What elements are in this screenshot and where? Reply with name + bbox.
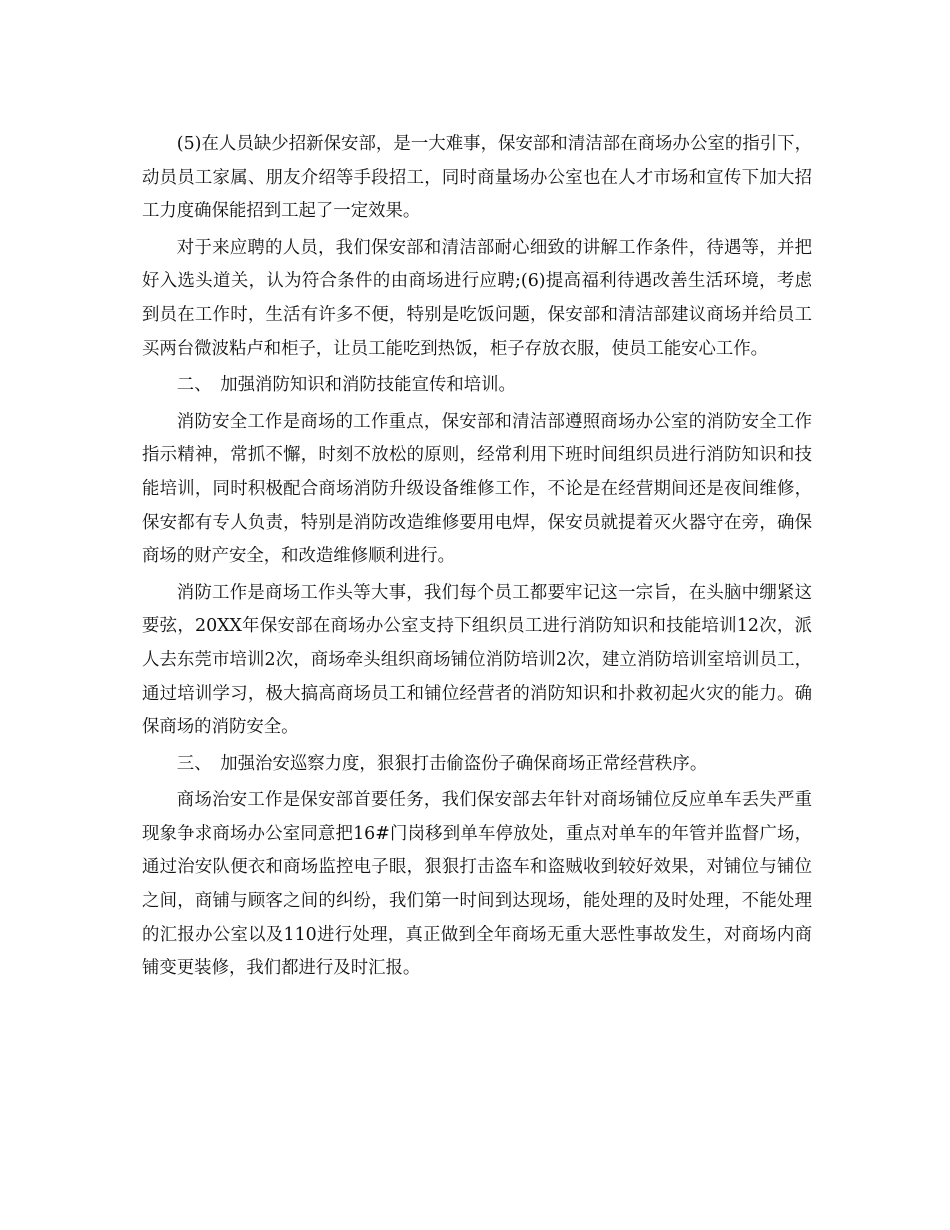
paragraph-applicants-welfare: 对于来应聘的人员，我们保安部和清洁部耐心细致的讲解工作条件，待遇等，并把好入选头道关，认为符合条件的由商场进行应聘;(6)提高福利待遇改善生活环境，考虑到员在工作时，生活有许多不便，特别是吃饭问题，保安部和清洁部建议商场并给员工买两台微波粘卢和柜子，让员工能吃到热饭，柜子存放衣服，使员工能安心工作。	[142, 237, 812, 359]
paragraph-fire-safety: 消防安全工作是商场的工作重点，保安部和清洁部遵照商场办公室的消防安全工作指示精神，常抓不懈，时刻不放松的原则，经常利用下班时间组织员进行消防知识和技能培训，同时积极配合商场消防升级设备维修工作，不论是在经营期间还是夜间维修，保安都有专人负责，特别是消防改造维修要用电焊，保安员就提着灭火器守在旁，确保商场的财产安全，和改造维修顺利进行。	[142, 411, 812, 567]
section-heading-security-patrol: 三、 加强治安巡察力度，狠狠打击偷盗份子确保商场正常经营秩序。	[176, 753, 708, 774]
paragraph-fire-training-stats: 消防工作是商场工作头等大事，我们每个员工都要牢记这一宗旨，在头脑中绷紧这要弦，20XX年保安部在商场办公室支持下组织员工进行消防知识和技能培训12次，派人去东莞市培训2次，商场牵头组织商场铺位消防培训2次，建立消防培训室培训员工，通过培训学习，极大搞高商场员工和铺位经营者的消防知识和扑救初起火灾的能力。确保商场的消防安全。	[142, 582, 812, 738]
paragraph-recruitment: (5)在人员缺少招新保安部，是一大难事，保安部和清洁部在商场办公室的指引下，动员员工家属、朋友介绍等手段招工，同时商量场办公室也在人才市场和宣传下加大招工力度确保能招到工起了一定效果。	[142, 134, 812, 222]
document-body	[142, 128, 812, 989]
section-heading-fire-training: 二、 加强消防知识和消防技能宣传和培训。	[176, 375, 516, 396]
paragraph-security-work: 商场治安工作是保安部首要任务，我们保安部去年针对商场铺位反应单车丢失严重现象争求商场办公室同意把16#门岗移到单车停放处，重点对单车的年管并监督广场，通过治安队便衣和商场监控电子眼，狠狠打击盗车和盗贼收到较好效果，对铺位与铺位之间，商铺与顾客之间的纠纷，我们第一时间到达现场，能处理的及时处理，不能处理的汇报办公室以及110进行处理，真正做到全年商场无重大恶性事故发生，对商场内商铺变更装修，我们都进行及时汇报。	[142, 790, 812, 979]
